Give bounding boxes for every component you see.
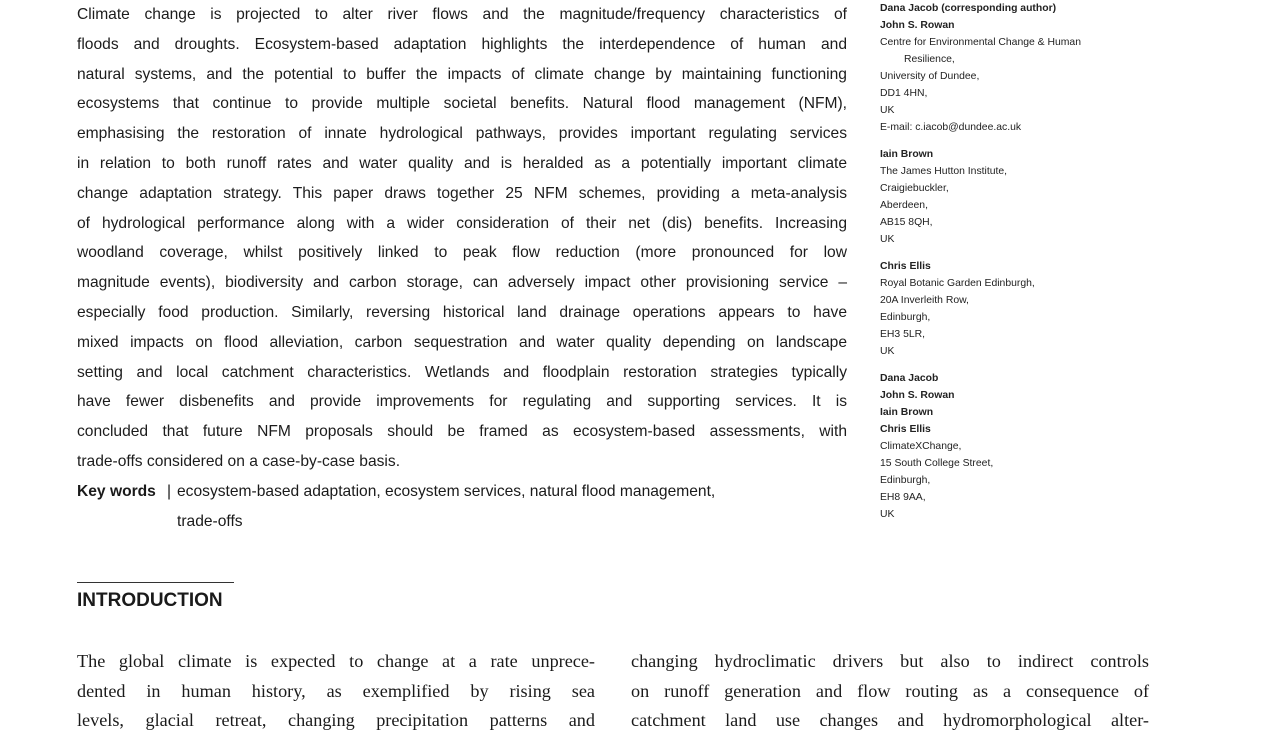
- keywords-list: [177, 477, 817, 537]
- affiliation-line: EH3 5LR,: [880, 329, 926, 340]
- author-name: John S. Rowan: [880, 390, 955, 401]
- affiliation-line: Centre for Environmental Change & Human: [880, 37, 1081, 48]
- body-line: on runoff generation and flow routing as a consequence of: [631, 680, 1149, 701]
- affiliation-line: DD1 4HN,: [880, 88, 928, 99]
- body-column-right: [631, 647, 1149, 736]
- abstract-line: emphasising the restoration of innate hydrological pathways, provides important regulating services: [77, 125, 847, 143]
- keywords-line: ecosystem-based adaptation, ecosystem services, natural flood management,: [177, 483, 716, 500]
- abstract-line: especially food production. Similarly, reversing historical land drainage operations appears to have: [77, 303, 847, 321]
- body-line: The global climate is expected to change at a rate unprece-: [77, 651, 595, 671]
- abstract-line: in relation to both runoff rates and water quality and is heralded as a potentially important climate: [77, 154, 847, 172]
- abstract-line: mixed impacts on flood alleviation, carbon sequestration and water quality depending on landscape: [77, 333, 847, 351]
- abstract-line: trade-offs considered on a case-by-case basis.: [77, 452, 401, 470]
- abstract-line: ecosystems that continue to provide multiple societal benefits. Natural flood management (NFM),: [77, 95, 847, 113]
- body-line: levels, glacial retreat, changing precipitation patterns and: [77, 710, 595, 730]
- affiliation-line: University of Dundee,: [880, 71, 980, 82]
- section-rule: [77, 582, 234, 583]
- abstract-paragraph: [77, 0, 847, 477]
- affiliation-line: E-mail: c.iacob@dundee.ac.uk: [880, 122, 1022, 133]
- affiliation-block: [880, 146, 1160, 248]
- body-column-left: [77, 647, 595, 736]
- affiliation-line: Craigiebuckler,: [880, 183, 949, 194]
- author-name: Dana Jacob: [880, 373, 939, 384]
- abstract-line: woodland coverage, whilst positively linked to peak flow reduction (more pronounced for low: [77, 244, 847, 262]
- affiliation-line: The James Hutton Institute,: [880, 166, 1008, 177]
- author-name: Dana Jacob (corresponding author): [880, 3, 1057, 14]
- abstract-line: change adaptation strategy. This paper draws together 25 NFM schemes, providing a meta-analysis: [77, 184, 847, 202]
- affiliation-line: UK: [880, 234, 895, 245]
- keywords-line: trade-offs: [177, 512, 243, 530]
- abstract-line: have fewer disbenefits and provide improvements for regulating and supporting services. It is: [77, 393, 847, 411]
- affiliation-line: EH8 9AA,: [880, 492, 926, 503]
- affiliation-block: [880, 370, 1160, 523]
- author-name: Iain Brown: [880, 407, 934, 418]
- author-name: Chris Ellis: [880, 424, 931, 435]
- body-line: catchment land use changes and hydromorphological alter-: [631, 710, 1149, 730]
- affiliation-line: UK: [880, 105, 895, 116]
- affiliation-line: Edinburgh,: [880, 475, 931, 486]
- abstract-line: floods and droughts. Ecosystem-based adaptation highlights the interdependence of human and: [77, 35, 847, 53]
- affiliation-line: Resilience,: [904, 54, 955, 65]
- abstract-line: magnitude events), biodiversity and carbon storage, can adversely impact other provisioning service –: [77, 274, 847, 292]
- affiliation-line: 15 South College Street,: [880, 458, 994, 469]
- abstract-line: concluded that future NFM proposals should be framed as ecosystem-based assessments, with: [77, 423, 847, 441]
- body-line: dented in human history, as exemplified by rising sea: [77, 680, 595, 701]
- affiliation-line: UK: [880, 509, 895, 520]
- affiliation-block: [880, 0, 1160, 136]
- keywords-separator: |: [167, 483, 172, 500]
- author-name: John S. Rowan: [880, 20, 955, 31]
- abstract-line: Climate change is projected to alter river flows and the magnitude/frequency characteristics of: [77, 6, 847, 23]
- affiliation-line: ClimateXChange,: [880, 441, 962, 452]
- affiliation-block: [880, 258, 1160, 360]
- abstract-line: setting and local catchment characteristics. Wetlands and floodplain restoration strategies typically: [77, 363, 847, 381]
- section-heading-introduction: INTRODUCTION: [77, 590, 223, 611]
- affiliation-line: 20A Inverleith Row,: [880, 295, 969, 306]
- affiliation-line: Edinburgh,: [880, 312, 931, 323]
- abstract-line: natural systems, and the potential to buffer the impacts of climate change by maintaining functioning: [77, 65, 847, 83]
- affiliation-line: AB15 8QH,: [880, 217, 933, 228]
- author-name: Iain Brown: [880, 149, 934, 160]
- abstract-line: of hydrological performance along with a wider consideration of their net (dis) benefits. Increasing: [77, 214, 847, 232]
- affiliation-line: Royal Botanic Garden Edinburgh,: [880, 278, 1035, 289]
- author-affiliations: [880, 0, 1160, 533]
- affiliation-line: Aberdeen,: [880, 200, 928, 211]
- author-name: Chris Ellis: [880, 261, 931, 272]
- keywords-label: Key words: [77, 483, 156, 500]
- abstract: [77, 0, 847, 477]
- body-line: changing hydroclimatic drivers but also to indirect controls: [631, 651, 1149, 671]
- affiliation-line: UK: [880, 346, 895, 357]
